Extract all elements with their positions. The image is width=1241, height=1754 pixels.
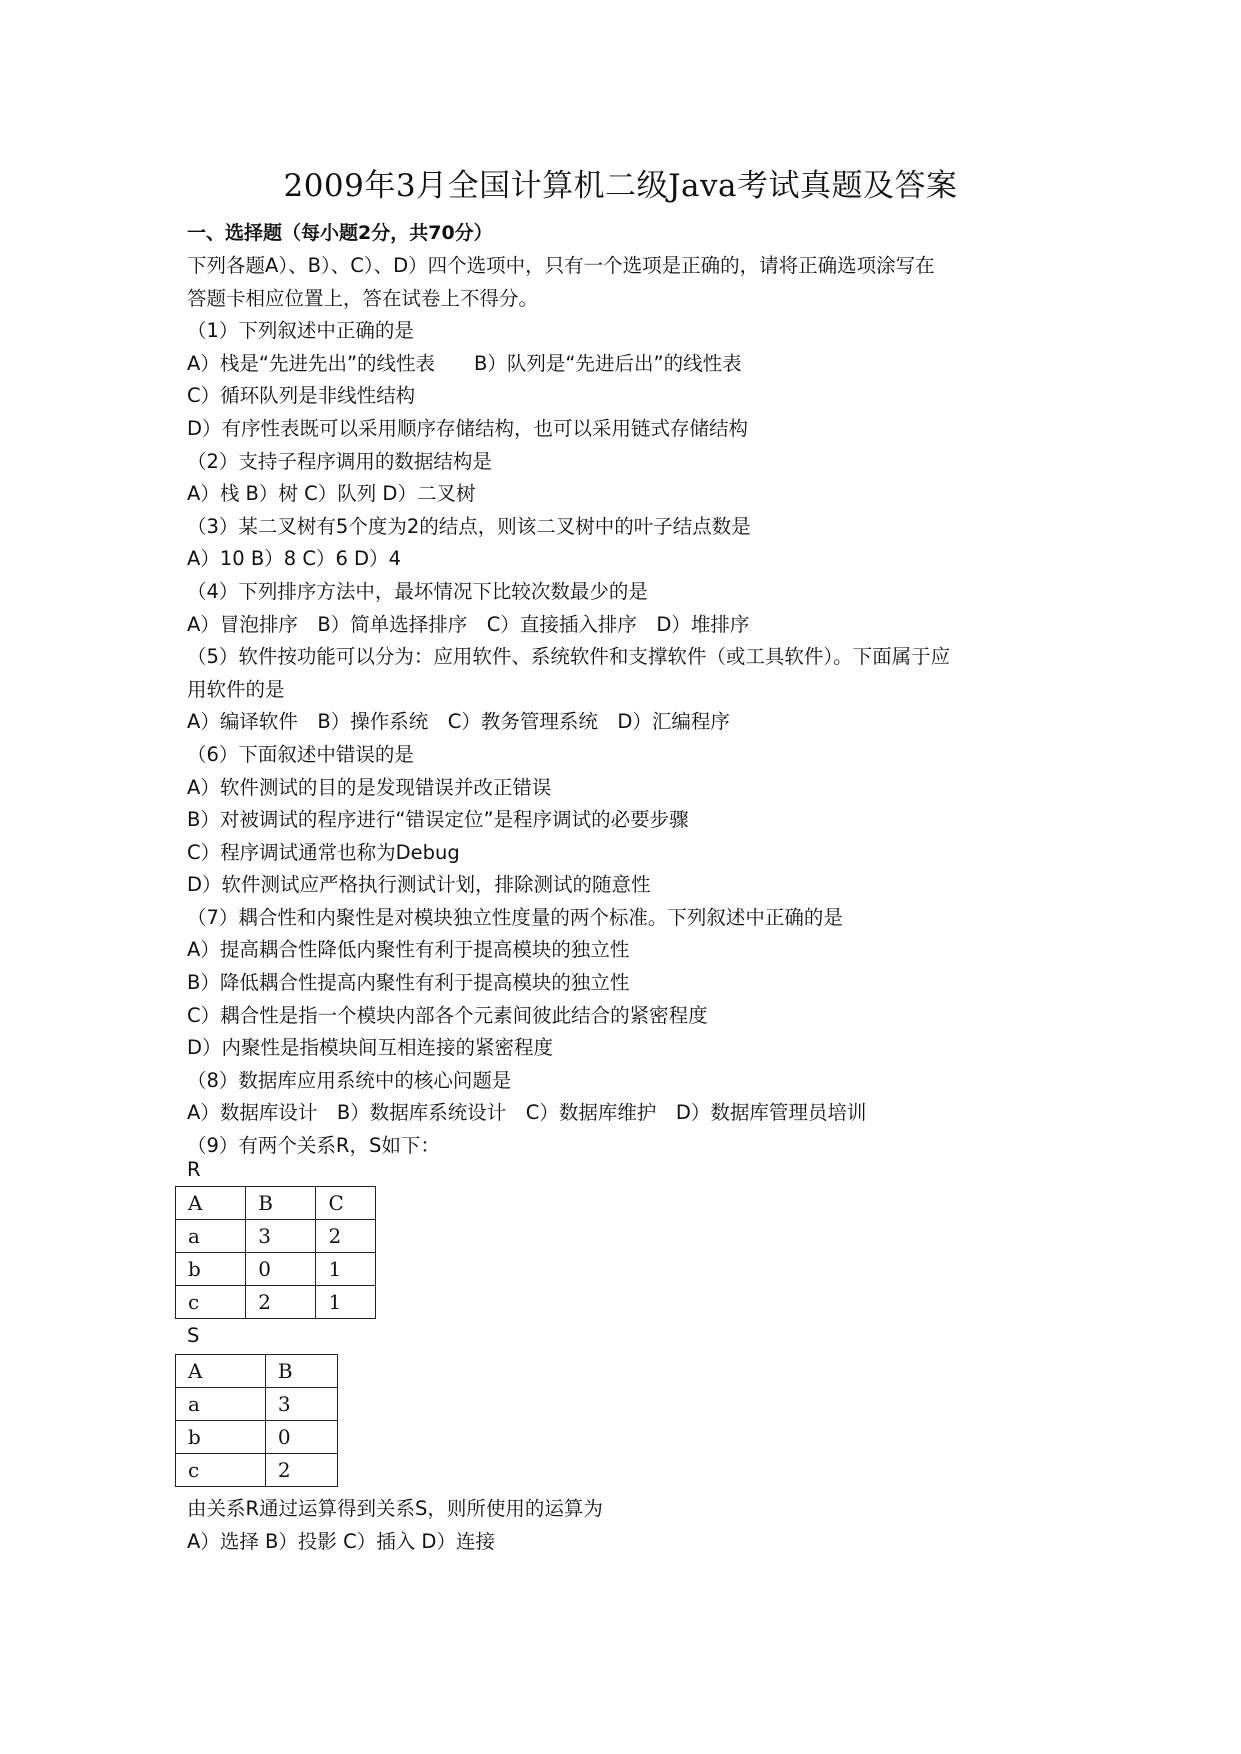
table-cell: A <box>176 1355 266 1388</box>
text-line: （9）有两个关系R，S如下： <box>187 1134 440 1158</box>
table-cell: a <box>176 1388 266 1421</box>
table-row <box>176 1286 376 1319</box>
section-heading: 一、选择题（每小题2分，共70分） <box>187 222 493 244</box>
table-cell: b <box>176 1253 246 1286</box>
text-line: A）10 B）8 C）6 D）4 <box>187 547 401 571</box>
table-cell: 2 <box>265 1454 337 1487</box>
relation-r-table <box>175 1186 376 1319</box>
text-line: 由关系R通过运算得到关系S，则所使用的运算为 <box>187 1497 603 1520</box>
table-row <box>176 1355 338 1388</box>
text-line: B）对被调试的程序进行“错误定位”是程序调试的必要步骤 <box>187 808 689 832</box>
table-row <box>176 1454 338 1487</box>
text-line: C）循环队列是非线性结构 <box>187 384 416 408</box>
question-tail <box>187 1493 1067 1558</box>
text-line: A）栈是“先进先出”的线性表 B）队列是“先进后出”的线性表 <box>187 351 742 375</box>
table-cell: 0 <box>265 1421 337 1454</box>
text-line: A）冒泡排序 B）简单选择排序 C）直接插入排序 D）堆排序 <box>187 612 750 636</box>
text-line: A）软件测试的目的是发现错误并改正错误 <box>187 775 552 799</box>
table-row <box>176 1220 376 1253</box>
table-row <box>176 1253 376 1286</box>
table-s-label: S <box>187 1324 200 1347</box>
table-row <box>176 1388 338 1421</box>
table-cell: b <box>176 1421 266 1454</box>
text-line: D）软件测试应严格执行测试计划，排除测试的随意性 <box>187 873 651 897</box>
text-line: C）耦合性是指一个模块内部各个元素间彼此结合的紧密程度 <box>187 1003 708 1027</box>
page-title: 2009年3月全国计算机二级Java考试真题及答案 <box>283 168 958 204</box>
table-row <box>176 1421 338 1454</box>
text-line: 答题卡相应位置上，答在试卷上不得分。 <box>187 286 539 310</box>
text-line: A）编译软件 B）操作系统 C）教务管理系统 D）汇编程序 <box>187 710 730 734</box>
text-line: （4）下列排序方法中，最坏情况下比较次数最少的是 <box>187 579 648 603</box>
relation-s-table <box>175 1354 338 1487</box>
text-line: D）内聚性是指模块间互相连接的紧密程度 <box>187 1036 554 1060</box>
text-line: C）程序调试通常也称为Debug <box>187 840 460 864</box>
text-line: （7）耦合性和内聚性是对模块独立性度量的两个标准。下列叙述中正确的是 <box>187 905 843 929</box>
text-line: B）降低耦合性提高内聚性有利于提高模块的独立性 <box>187 971 630 995</box>
table-cell: 2 <box>316 1220 376 1253</box>
table-cell: 1 <box>316 1286 376 1319</box>
table-cell: B <box>265 1355 337 1388</box>
text-line: （8）数据库应用系统中的核心问题是 <box>187 1068 512 1092</box>
table-cell: B <box>246 1187 316 1220</box>
text-line: A）栈 B）树 C）队列 D）二叉树 <box>187 482 476 506</box>
text-line: A）数据库设计 B）数据库系统设计 C）数据库维护 D）数据库管理员培训 <box>187 1101 867 1125</box>
table-r-label: R <box>187 1158 201 1181</box>
question-body <box>187 250 1067 1163</box>
table-cell: a <box>176 1220 246 1253</box>
text-line: （1）下列叙述中正确的是 <box>187 319 414 343</box>
text-line: A）选择 B）投影 C）插入 D）连接 <box>187 1529 495 1553</box>
table-cell: 1 <box>316 1253 376 1286</box>
text-line: （5）软件按功能可以分为：应用软件、系统软件和支撑软件（或工具软件）。下面属于应 <box>187 645 951 669</box>
text-line: 用软件的是 <box>187 677 285 701</box>
table-cell: c <box>176 1286 246 1319</box>
text-line: 下列各题A）、B）、C）、D）四个选项中，只有一个选项是正确的，请将正确选项涂写在 <box>187 254 935 277</box>
table-cell: c <box>176 1454 266 1487</box>
table-cell: 2 <box>246 1286 316 1319</box>
table-row <box>176 1187 376 1220</box>
table-cell: 3 <box>265 1388 337 1421</box>
text-line: A）提高耦合性降低内聚性有利于提高模块的独立性 <box>187 938 630 962</box>
text-line: （3）某二叉树有5个度为2的结点，则该二叉树中的叶子结点数是 <box>187 514 751 538</box>
table-cell: A <box>176 1187 246 1220</box>
text-line: （2）支持子程序调用的数据结构是 <box>187 449 492 473</box>
text-line: D）有序性表既可以采用顺序存储结构，也可以采用链式存储结构 <box>187 416 749 440</box>
text-line: （6）下面叙述中错误的是 <box>187 742 414 766</box>
table-cell: 3 <box>246 1220 316 1253</box>
table-cell: 0 <box>246 1253 316 1286</box>
table-cell: C <box>316 1187 376 1220</box>
